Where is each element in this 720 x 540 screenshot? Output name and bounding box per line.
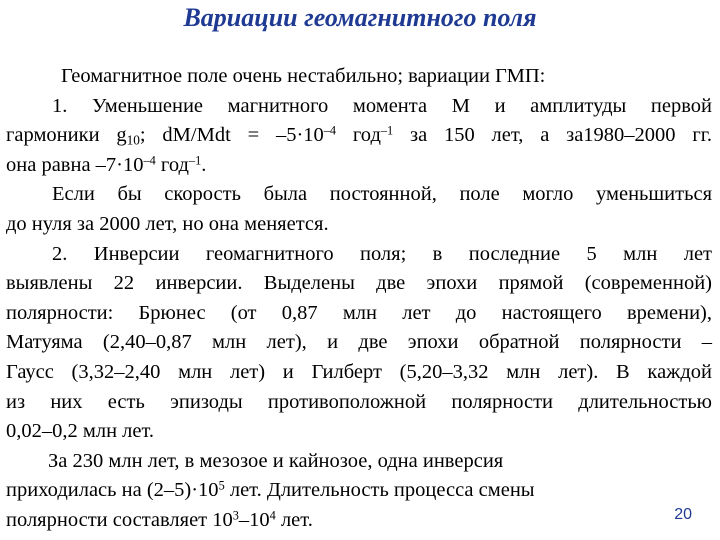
text-run: –10 bbox=[238, 508, 270, 531]
superscript: –1 bbox=[188, 153, 202, 168]
slide-title: Вариации геомагнитного поля bbox=[183, 3, 537, 32]
text-run: . bbox=[201, 153, 207, 176]
text-run: приходилась на (2–5)·10 bbox=[6, 479, 219, 502]
paragraph-3-line-1: 2. Инверсии геомагнитного поля; в последние 5 млн лет bbox=[52, 242, 712, 265]
paragraph-3-line-5: Гаусс (3,32–2,40 млн лет) и Гилберт (5,20–3,32 млн лет). В каждой bbox=[6, 360, 712, 383]
paragraph-4-line-1: За 230 млн лет, в мезозое и кайнозое, одна инверсия bbox=[48, 449, 504, 472]
text-run: ; dM/Mdt = –5·10 bbox=[139, 124, 324, 147]
paragraph-3-line-3: полярности: Брюнес (от 0,87 млн лет до настоящего времени), bbox=[6, 301, 712, 324]
paragraph-3-line-6: из них есть эпизоды противоположной полярности длительностью bbox=[6, 390, 712, 413]
paragraph-4-line-2 bbox=[6, 476, 712, 506]
intro-line: Геомагнитное поле очень нестабильно; вариации ГМП: bbox=[61, 65, 546, 87]
slide-body bbox=[6, 62, 712, 536]
paragraph-2-line-1: Если бы скорость была постоянной, поле могло уменьшиться bbox=[52, 183, 712, 206]
paragraph-4-line-3 bbox=[6, 506, 712, 536]
subscript: 10 bbox=[126, 132, 140, 148]
paragraph-3-line-7: 0,02–0,2 млн лет. bbox=[6, 420, 155, 443]
text-run: полярности составляет 10 bbox=[6, 508, 233, 531]
text-run: год bbox=[155, 153, 189, 176]
text-run: за 150 лет, а за1980–2000 гг. bbox=[393, 124, 712, 147]
superscript: 4 bbox=[269, 508, 276, 523]
paragraph-2-line-2: до нуля за 2000 лет, но она меняется. bbox=[6, 212, 329, 235]
superscript: –4 bbox=[143, 153, 156, 168]
paragraph-1-line-2 bbox=[6, 121, 712, 151]
paragraph-1-line-1: 1. Уменьшение магнитного момента M и амплитуды первой bbox=[52, 94, 712, 117]
superscript: –4 bbox=[323, 123, 337, 138]
superscript: 5 bbox=[218, 478, 225, 493]
paragraph-3-line-2: выявлены 22 инверсии. Выделены две эпохи прямой (современной) bbox=[6, 272, 712, 295]
page-number: 20 bbox=[674, 506, 692, 523]
superscript: –1 bbox=[380, 123, 394, 138]
text-run: год bbox=[336, 124, 381, 147]
text-run: она равна –7·10 bbox=[6, 153, 144, 176]
text-run: лет. bbox=[275, 508, 313, 531]
paragraph-3-line-4: Матуяма (2,40–0,87 млн лет), и две эпохи обратной полярности – bbox=[6, 331, 712, 354]
paragraph-1-line-3 bbox=[6, 151, 712, 181]
text-run: гармоники g bbox=[6, 124, 127, 147]
text-run: лет. Длительность процесса смены bbox=[224, 479, 535, 502]
superscript: 3 bbox=[232, 508, 239, 523]
